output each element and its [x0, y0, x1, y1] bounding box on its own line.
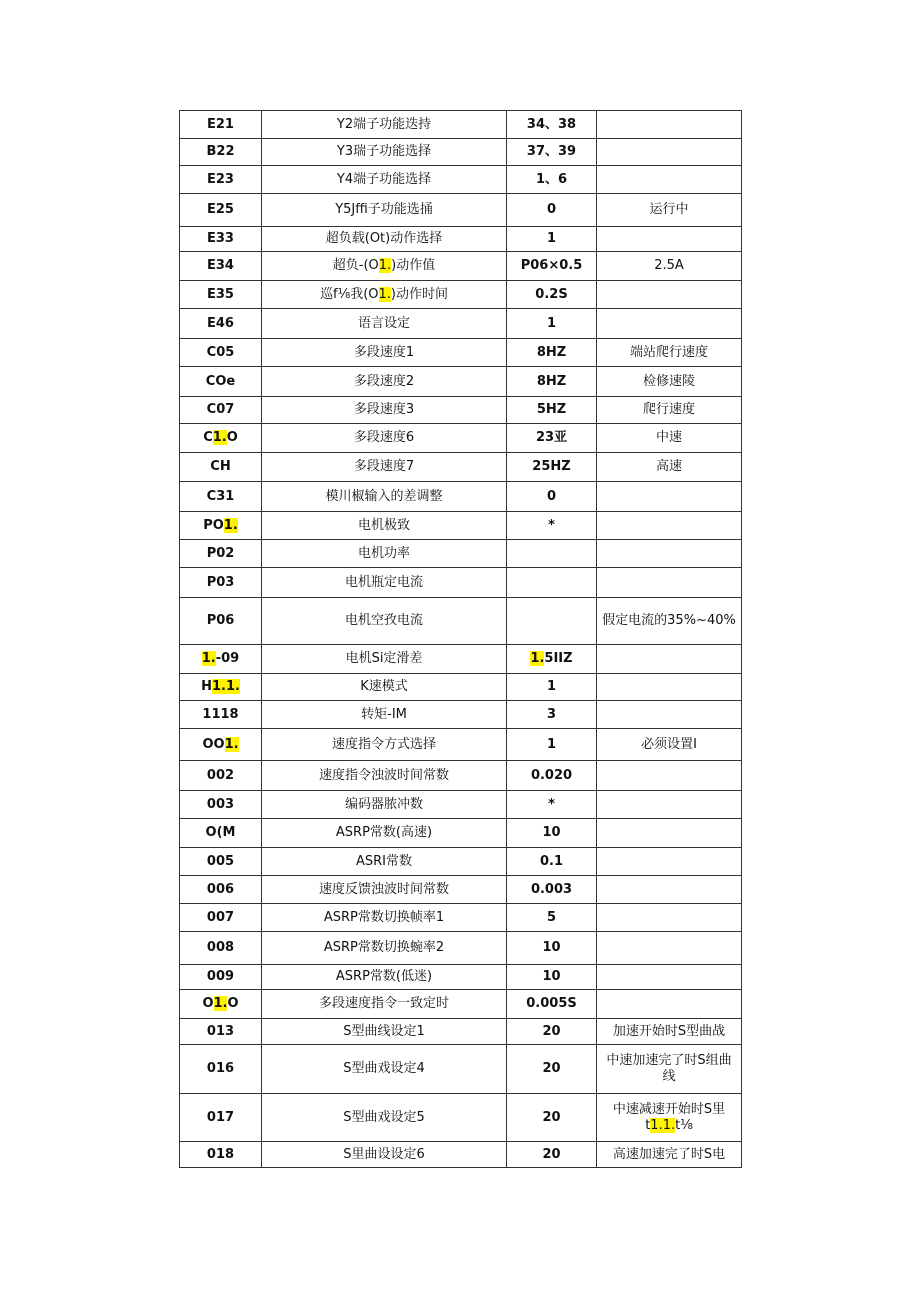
table-row — [180, 453, 742, 482]
param-code-cell: 002 — [180, 761, 262, 791]
table-row — [180, 367, 742, 397]
param-name-cell: ASRP常数切换帧率1 — [262, 904, 507, 932]
param-value-cell: * — [507, 512, 597, 540]
param-note-cell — [597, 166, 742, 194]
param-note-cell: 假定电流的35%~40% — [597, 598, 742, 645]
param-note-cell: 高速加速完了时S电 — [597, 1142, 742, 1168]
param-code-cell: 016 — [180, 1045, 262, 1094]
param-value-cell: 1 — [507, 674, 597, 701]
param-name-cell: K速模式 — [262, 674, 507, 701]
param-name-cell: 电机空孜电流 — [262, 598, 507, 645]
param-value-cell: 1、6 — [507, 166, 597, 194]
table-row — [180, 339, 742, 367]
param-name-cell: Y2端子功能迭持 — [262, 111, 507, 139]
param-note-cell — [597, 876, 742, 904]
param-code-cell: 006 — [180, 876, 262, 904]
param-code-cell: E25 — [180, 194, 262, 227]
highlight: 1. — [211, 679, 226, 694]
highlight: 1. — [223, 517, 238, 533]
param-name-cell: 电机极致 — [262, 512, 507, 540]
param-value-cell: 0.003 — [507, 876, 597, 904]
param-name-cell: S里曲设设定6 — [262, 1142, 507, 1168]
param-name-cell: 模川椒输入的差调整 — [262, 482, 507, 512]
table-row — [180, 227, 742, 252]
table-row — [180, 819, 742, 848]
param-value-cell: 0 — [507, 194, 597, 227]
param-code-cell: 003 — [180, 791, 262, 819]
param-code-cell: E46 — [180, 309, 262, 339]
param-name-cell: 多段速度3 — [262, 397, 507, 424]
param-code-cell: C05 — [180, 339, 262, 367]
highlight: 1. — [201, 651, 216, 666]
table-row — [180, 309, 742, 339]
param-note-cell: 检修速陵 — [597, 367, 742, 397]
param-code-cell: 008 — [180, 932, 262, 965]
param-name-cell: ASRP常数(低迷) — [262, 965, 507, 990]
param-value-cell: 20 — [507, 1045, 597, 1094]
table-row — [180, 424, 742, 453]
param-code-cell: 007 — [180, 904, 262, 932]
param-value-cell: 10 — [507, 819, 597, 848]
param-code-cell: OO1. — [180, 729, 262, 761]
param-name-cell: 语言设定 — [262, 309, 507, 339]
table-row — [180, 281, 742, 309]
table-row — [180, 990, 742, 1019]
param-note-cell — [597, 139, 742, 166]
highlight: 1. — [224, 736, 239, 752]
table-row — [180, 904, 742, 932]
table-row — [180, 111, 742, 139]
highlight: 1. — [213, 996, 228, 1011]
param-value-cell: 1 — [507, 309, 597, 339]
highlight: 1. — [212, 430, 227, 445]
table-row — [180, 761, 742, 791]
param-name-cell: ASRP常数切换蜿率2 — [262, 932, 507, 965]
param-value-cell: 1 — [507, 227, 597, 252]
table-row — [180, 1045, 742, 1094]
param-value-cell: 20 — [507, 1019, 597, 1045]
param-code-cell: C31 — [180, 482, 262, 512]
highlight: 1. — [378, 286, 391, 302]
param-value-cell: 10 — [507, 965, 597, 990]
param-note-cell — [597, 990, 742, 1019]
param-note-cell — [597, 645, 742, 674]
param-name-cell: Y3瑞子功能选择 — [262, 139, 507, 166]
param-name-cell: 多段速度7 — [262, 453, 507, 482]
param-code-cell: 017 — [180, 1094, 262, 1142]
highlight: 1. — [378, 258, 392, 273]
param-value-cell: 3 — [507, 701, 597, 729]
param-value-cell — [507, 598, 597, 645]
param-code-cell: H1.1. — [180, 674, 262, 701]
table-row — [180, 701, 742, 729]
table-row — [180, 512, 742, 540]
param-name-cell: 速度指令浊波时间常数 — [262, 761, 507, 791]
param-code-cell: C07 — [180, 397, 262, 424]
param-value-cell — [507, 540, 597, 568]
param-note-cell: 中速 — [597, 424, 742, 453]
param-note-cell: 高速 — [597, 453, 742, 482]
param-note-cell — [597, 932, 742, 965]
param-name-cell: Y4端子功能选择 — [262, 166, 507, 194]
param-name-cell: ASRI常数 — [262, 848, 507, 876]
param-value-cell: 23亚 — [507, 424, 597, 453]
param-note-cell — [597, 281, 742, 309]
table-row — [180, 645, 742, 674]
param-code-cell: E21 — [180, 111, 262, 139]
table-row — [180, 194, 742, 227]
param-note-cell — [597, 482, 742, 512]
param-code-cell: P06 — [180, 598, 262, 645]
param-note-cell: 2.5A — [597, 252, 742, 281]
param-code-cell: 005 — [180, 848, 262, 876]
param-name-cell: 速度指令方式选择 — [262, 729, 507, 761]
param-name-cell: 多段速度6 — [262, 424, 507, 453]
table-row — [180, 876, 742, 904]
param-note-cell — [597, 111, 742, 139]
param-value-cell: 0.005S — [507, 990, 597, 1019]
param-name-cell: Y5Jffi子功能选捅 — [262, 194, 507, 227]
param-name-cell: 电机Si定滑差 — [262, 645, 507, 674]
param-name-cell: 编码器脓冲数 — [262, 791, 507, 819]
param-note-cell: 端站爬行速度 — [597, 339, 742, 367]
param-note-cell — [597, 674, 742, 701]
table-row — [180, 932, 742, 965]
table-row — [180, 598, 742, 645]
param-note-cell: 爬行速度 — [597, 397, 742, 424]
param-note-cell: 必须设置I — [597, 729, 742, 761]
param-note-cell — [597, 761, 742, 791]
param-note-cell — [597, 227, 742, 252]
param-value-cell: 0.020 — [507, 761, 597, 791]
param-code-cell: 1.-09 — [180, 645, 262, 674]
param-value-cell: 8HZ — [507, 339, 597, 367]
param-value-cell: 37、39 — [507, 139, 597, 166]
parameter-table — [179, 110, 742, 1168]
table-row — [180, 166, 742, 194]
table-row — [180, 397, 742, 424]
param-name-cell: 多段速度2 — [262, 367, 507, 397]
param-note-cell — [597, 904, 742, 932]
param-name-cell: 巡f⅛我(O1.)动作时间 — [262, 281, 507, 309]
param-value-cell: 20 — [507, 1094, 597, 1142]
param-code-cell: P03 — [180, 568, 262, 598]
table-row — [180, 848, 742, 876]
param-note-cell — [597, 965, 742, 990]
param-name-cell: S型曲线设定1 — [262, 1019, 507, 1045]
param-value-cell: 1 — [507, 729, 597, 761]
param-name-cell: 超负载(Ot)动作选择 — [262, 227, 507, 252]
param-name-cell: 多段速度指令一致定时 — [262, 990, 507, 1019]
param-code-cell: C1.O — [180, 424, 262, 453]
param-value-cell: 34、38 — [507, 111, 597, 139]
param-name-cell: 电机瓶定电流 — [262, 568, 507, 598]
table-row — [180, 1019, 742, 1045]
param-value-cell: 0.1 — [507, 848, 597, 876]
table-row — [180, 791, 742, 819]
param-note-cell — [597, 819, 742, 848]
table-row — [180, 1142, 742, 1168]
highlight: 1. — [530, 651, 545, 666]
param-code-cell: E34 — [180, 252, 262, 281]
param-code-cell: 018 — [180, 1142, 262, 1168]
param-note-cell — [597, 540, 742, 568]
table-row — [180, 568, 742, 598]
table-row — [180, 674, 742, 701]
param-code-cell: B22 — [180, 139, 262, 166]
param-value-cell: * — [507, 791, 597, 819]
param-name-cell: 多段速度1 — [262, 339, 507, 367]
param-value-cell: 1.5IIZ — [507, 645, 597, 674]
param-value-cell — [507, 568, 597, 598]
param-note-cell — [597, 512, 742, 540]
param-note-cell — [597, 791, 742, 819]
param-code-cell: CH — [180, 453, 262, 482]
param-code-cell: O1.O — [180, 990, 262, 1019]
param-value-cell: 10 — [507, 932, 597, 965]
param-note-cell: 中速减速开始时S里t1.1.t⅛ — [597, 1094, 742, 1142]
param-code-cell: P02 — [180, 540, 262, 568]
param-code-cell: 1118 — [180, 701, 262, 729]
param-value-cell: P06×0.5 — [507, 252, 597, 281]
param-note-cell: 运行中 — [597, 194, 742, 227]
param-code-cell: COe — [180, 367, 262, 397]
param-code-cell: E35 — [180, 281, 262, 309]
table-row — [180, 540, 742, 568]
param-value-cell: 5 — [507, 904, 597, 932]
param-name-cell: 超负-(O1.)动作值 — [262, 252, 507, 281]
table-row — [180, 252, 742, 281]
param-name-cell: 电机功率 — [262, 540, 507, 568]
param-name-cell: 转矩-IM — [262, 701, 507, 729]
param-value-cell: 5HZ — [507, 397, 597, 424]
param-note-cell — [597, 309, 742, 339]
param-code-cell: 009 — [180, 965, 262, 990]
param-note-cell — [597, 568, 742, 598]
param-value-cell: 25HZ — [507, 453, 597, 482]
table-row — [180, 965, 742, 990]
param-value-cell: 20 — [507, 1142, 597, 1168]
param-note-cell: 加速开始时S型曲战 — [597, 1019, 742, 1045]
highlight: 1. — [225, 679, 240, 694]
param-code-cell: O(M — [180, 819, 262, 848]
param-value-cell: 8HZ — [507, 367, 597, 397]
param-value-cell: 0 — [507, 482, 597, 512]
param-code-cell: PO1. — [180, 512, 262, 540]
table-row — [180, 482, 742, 512]
param-code-cell: E33 — [180, 227, 262, 252]
param-note-cell: 中速加速完了时S组曲线 — [597, 1045, 742, 1094]
table-row — [180, 1094, 742, 1142]
param-name-cell: S型曲戏设定5 — [262, 1094, 507, 1142]
param-code-cell: E23 — [180, 166, 262, 194]
param-name-cell: S型曲戏设定4 — [262, 1045, 507, 1094]
param-code-cell: 013 — [180, 1019, 262, 1045]
param-note-cell — [597, 848, 742, 876]
table-row — [180, 729, 742, 761]
table-row — [180, 139, 742, 166]
highlight: 1. — [662, 1117, 676, 1133]
param-name-cell: 速度反馈浊波时间常数 — [262, 876, 507, 904]
param-note-cell — [597, 701, 742, 729]
param-value-cell: 0.2S — [507, 281, 597, 309]
param-name-cell: ASRP常数(高速) — [262, 819, 507, 848]
highlight: 1. — [650, 1117, 663, 1133]
